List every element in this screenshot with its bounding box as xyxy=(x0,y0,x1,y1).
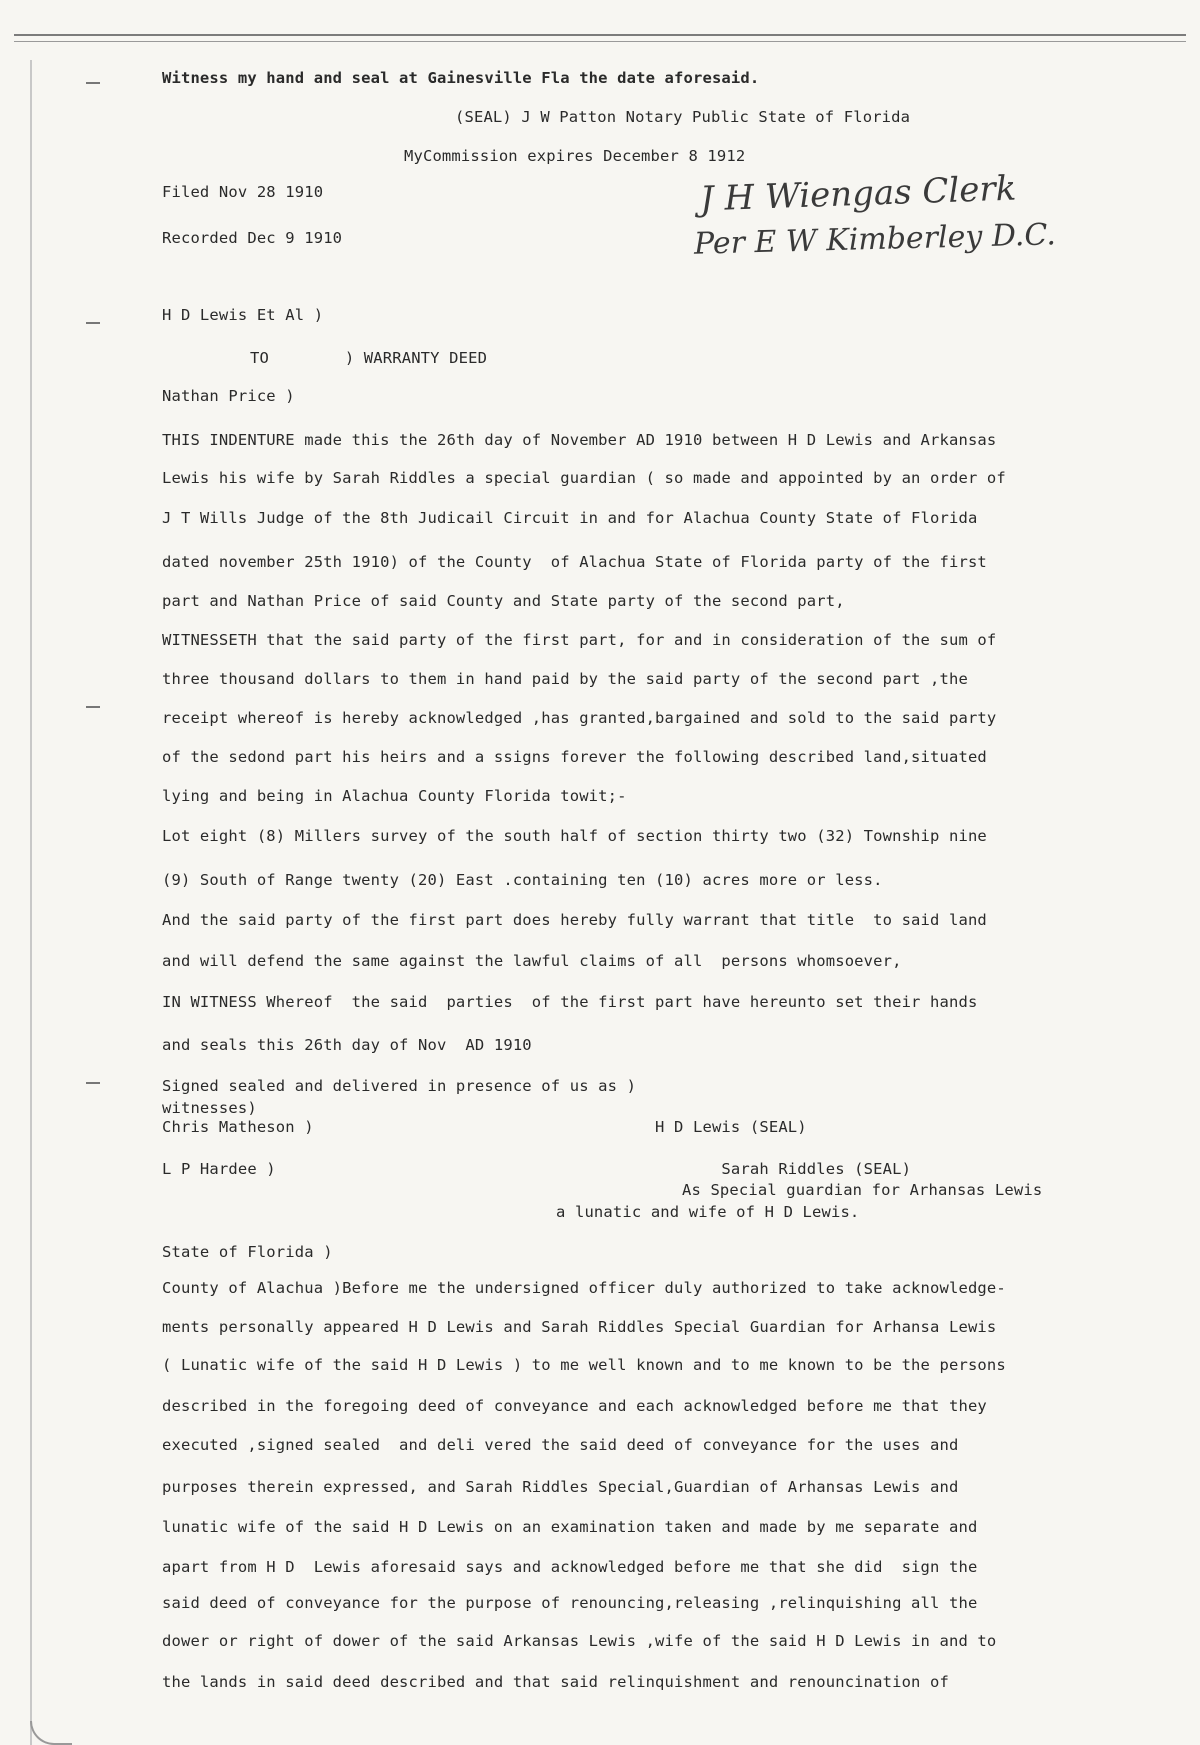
deed-body-line: receipt whereof is hereby acknowledged ,has granted,bargained and sold to the said party xyxy=(162,709,997,727)
top-rule-thin xyxy=(14,41,1186,42)
deed-type-heading: TO ) WARRANTY DEED xyxy=(250,349,488,367)
acknowledgement-line: executed ,signed sealed and deli vered the said deed of conveyance for the uses and xyxy=(162,1436,959,1454)
margin-mark xyxy=(86,82,100,84)
deed-body-line: three thousand dollars to them in hand paid by the said party of the second part ,the xyxy=(162,670,968,688)
deed-body-line: of the sedond part his heirs and a ssigns forever the following described land,situated xyxy=(162,748,987,766)
deed-body-line: (9) South of Range twenty (20) East .containing ten (10) acres more or less. xyxy=(162,871,883,889)
filed-line: Filed Nov 28 1910 xyxy=(162,183,324,201)
margin-mark xyxy=(86,1082,100,1084)
witness-attestation-line: Signed sealed and delivered in presence of us as ) xyxy=(162,1077,637,1095)
deed-body-line: THIS INDENTURE made this the 26th day of November AD 1910 between H D Lewis and Arkansas xyxy=(162,431,997,449)
deed-body-line: Lewis his wife by Sarah Riddles a special guardian ( so made and appointed by an order of xyxy=(162,469,1006,487)
witness-attestation-line: witnesses) xyxy=(162,1099,257,1117)
page-edge xyxy=(30,60,32,1745)
guardian-capacity-line: As Special guardian for Arhansas Lewis xyxy=(682,1181,1043,1199)
notary-line: (SEAL) J W Patton Notary Public State of Florida xyxy=(455,108,911,126)
guardian-capacity-line: a lunatic and wife of H D Lewis. xyxy=(556,1203,860,1221)
recorded-line: Recorded Dec 9 1910 xyxy=(162,229,343,247)
deed-body-line: IN WITNESS Whereof the said parties of the first part have hereunto set their hands xyxy=(162,993,978,1011)
witness-line: Witness my hand and seal at Gainesville Fla the date aforesaid. xyxy=(162,69,760,87)
deed-body-line: WITNESSETH that the said party of the first part, for and in consideration of the sum of xyxy=(162,631,997,649)
acknowledgement-line: lunatic wife of the said H D Lewis on an examination taken and made by me separate and xyxy=(162,1518,978,1536)
grantee-heading: Nathan Price ) xyxy=(162,387,295,405)
grantor-heading: H D Lewis Et Al ) xyxy=(162,306,324,324)
acknowledgement-line: dower or right of dower of the said Arkansas Lewis ,wife of the said H D Lewis in and to xyxy=(162,1632,997,1650)
acknowledgement-line: State of Florida ) xyxy=(162,1243,333,1261)
deed-body-line: and will defend the same against the lawful claims of all persons whomsoever, xyxy=(162,952,902,970)
deed-body-line: Lot eight (8) Millers survey of the south half of section thirty two (32) Township nine xyxy=(162,827,987,845)
margin-mark xyxy=(86,706,100,708)
signatory-line: Chris Matheson ) H D Lewis (SEAL) xyxy=(162,1118,807,1136)
deed-body-line: And the said party of the first part does hereby fully warrant that title to said land xyxy=(162,911,987,929)
deed-body-line: and seals this 26th day of Nov AD 1910 xyxy=(162,1036,532,1054)
acknowledgement-line: ments personally appeared H D Lewis and Sarah Riddles Special Guardian for Arhansa Lewis xyxy=(162,1318,997,1336)
acknowledgement-line: purposes therein expressed, and Sarah Riddles Special,Guardian of Arhansas Lewis and xyxy=(162,1478,959,1496)
clerk-signature: J H Wiengas Clerk xyxy=(699,168,1017,220)
acknowledgement-line: County of Alachua )Before me the undersigned officer duly authorized to take acknowledge- xyxy=(162,1279,1006,1297)
acknowledgement-line: described in the foregoing deed of conveyance and each acknowledged before me that they xyxy=(162,1397,987,1415)
acknowledgement-line: ( Lunatic wife of the said H D Lewis ) to me well known and to me known to be the persons xyxy=(162,1356,1006,1374)
deputy-signature: Per E W Kimberley D.C. xyxy=(693,217,1057,262)
deed-body-line: lying and being in Alachua County Florida towit;- xyxy=(162,787,627,805)
signatory-line: L P Hardee ) Sarah Riddles (SEAL) xyxy=(162,1160,912,1178)
acknowledgement-line: the lands in said deed described and that said relinquishment and renouncination of xyxy=(162,1673,949,1691)
top-rule xyxy=(14,34,1186,36)
deed-body-line: part and Nathan Price of said County and State party of the second part, xyxy=(162,592,845,610)
deed-body-line: dated november 25th 1910) of the County of Alachua State of Florida party of the first xyxy=(162,553,987,571)
commission-line: MyCommission expires December 8 1912 xyxy=(404,147,746,165)
acknowledgement-line: apart from H D Lewis aforesaid says and acknowledged before me that she did sign the xyxy=(162,1558,978,1576)
page-curl xyxy=(30,1721,72,1745)
margin-mark xyxy=(86,322,100,324)
deed-body-line: J T Wills Judge of the 8th Judicail Circuit in and for Alachua County State of Florida xyxy=(162,509,978,527)
acknowledgement-line: said deed of conveyance for the purpose of renouncing,releasing ,relinquishing all the xyxy=(162,1594,978,1612)
